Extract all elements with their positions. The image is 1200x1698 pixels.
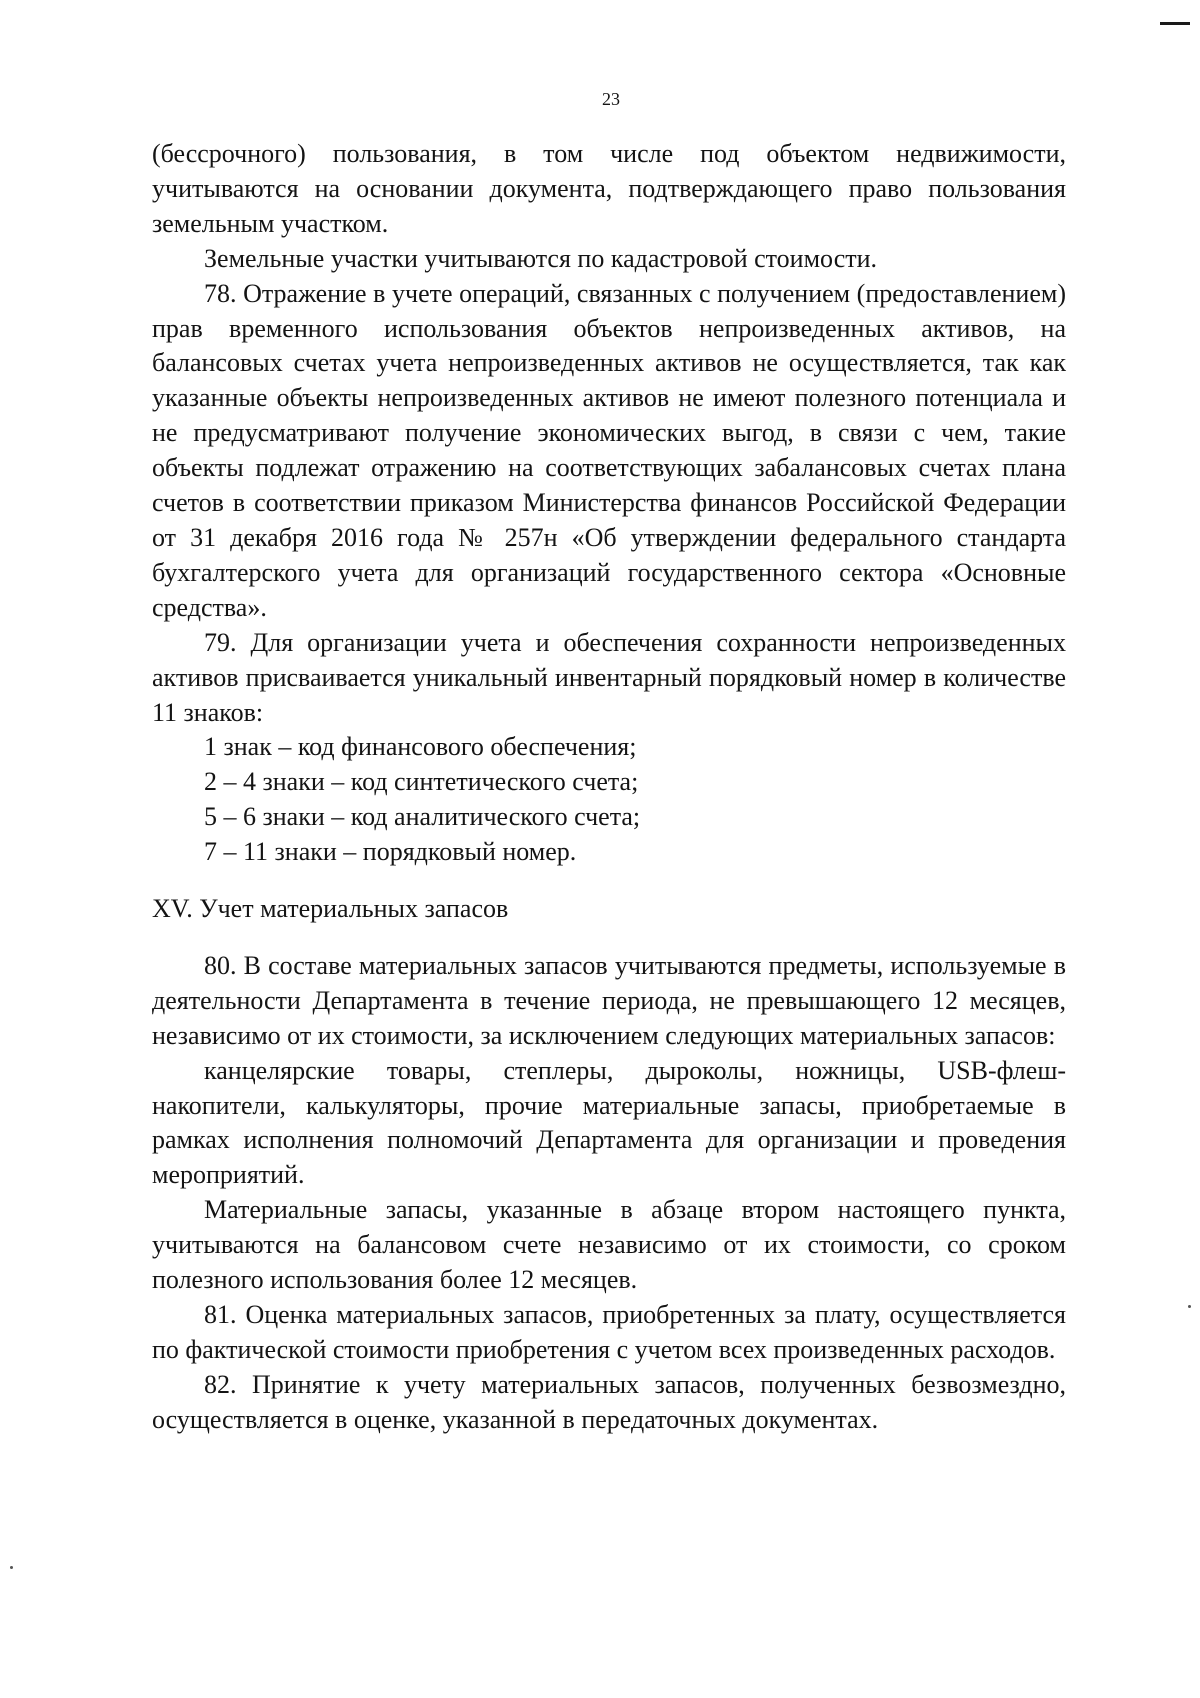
paragraph-78: 78. Отражение в учете операций, связанных с получением (предоставлением) прав временного использования объектов непроизведенных активов, на балансовых счетах учета непроизведенных активов не осуществляется, так как указанные объекты непроизведенных активов не имеют полезного потенциала и не предусматривают получение экономических выгод, в связи с чем, такие объекты подлежат отражению на соответствующих забалансовых счетах плана счетов в соответствии приказом Министерства финансов Российской Федерации от 31 декабря 2016 года № 257н «Об утверждении федерального стандарта бухгалтерского учета для организаций государственного сектора «Основные средства». bbox=[152, 278, 1066, 622]
list-item-digits-7-11: 7 – 11 знаки – порядковый номер. bbox=[204, 837, 577, 867]
list-item-digits-2-4: 2 – 4 знаки – код синтетического счета; bbox=[204, 767, 639, 797]
paragraph-79: 79. Для организации учета и обеспечения сохранности непроизведенных активов присваивается уникальный инвентарный порядковый номер в количестве 11 знаков: bbox=[152, 627, 1066, 727]
paragraph-80-items: канцелярские товары, степлеры, дыроколы, ножницы, USB-флеш-накопители, калькуляторы, прочие материальные запасы, приобретаемые в рамках исполнения полномочий Департамента для организации и проведения мероприятий. bbox=[152, 1055, 1066, 1190]
list-item-digit-1: 1 знак – код финансового обеспечения; bbox=[204, 732, 637, 762]
paragraph-80: 80. В составе материальных запасов учитываются предметы, используемые в деятельности Департамента в течение периода, не превышающего 12 месяцев, независимо от их стоимости, за исключением следующих материальных запасов: bbox=[152, 950, 1066, 1050]
paragraph-80-note: Материальные запасы, указанные в абзаце втором настоящего пункта, учитываются на балансовом счете независимо от их стоимости, со сроком полезного использования более 12 месяцев. bbox=[152, 1195, 1066, 1295]
paragraph-82: 82. Принятие к учету материальных запасов, полученных безвозмездно, осуществляется в оценке, указанной в передаточных документах. bbox=[152, 1369, 1066, 1434]
list-item-digits-5-6: 5 – 6 знаки – код аналитического счета; bbox=[204, 802, 641, 832]
page-number: 23 bbox=[602, 89, 620, 109]
document-body bbox=[152, 137, 1066, 1438]
paragraph-continuation: (бессрочного) пользования, в том числе под объектом недвижимости, учитываются на основании документа, подтверждающего право пользования земельным участком. bbox=[152, 139, 1066, 238]
scan-speck bbox=[10, 1566, 13, 1569]
paragraph-land-plots: Земельные участки учитываются по кадастровой стоимости. bbox=[204, 243, 878, 273]
section-heading: XV. Учет материальных запасов bbox=[152, 894, 509, 924]
paragraph-81: 81. Оценка материальных запасов, приобретенных за плату, осуществляется по фактической стоимости приобретения с учетом всех произведенных расходов. bbox=[152, 1300, 1066, 1364]
corner-mark bbox=[1160, 22, 1190, 25]
scan-speck bbox=[1188, 1305, 1191, 1308]
